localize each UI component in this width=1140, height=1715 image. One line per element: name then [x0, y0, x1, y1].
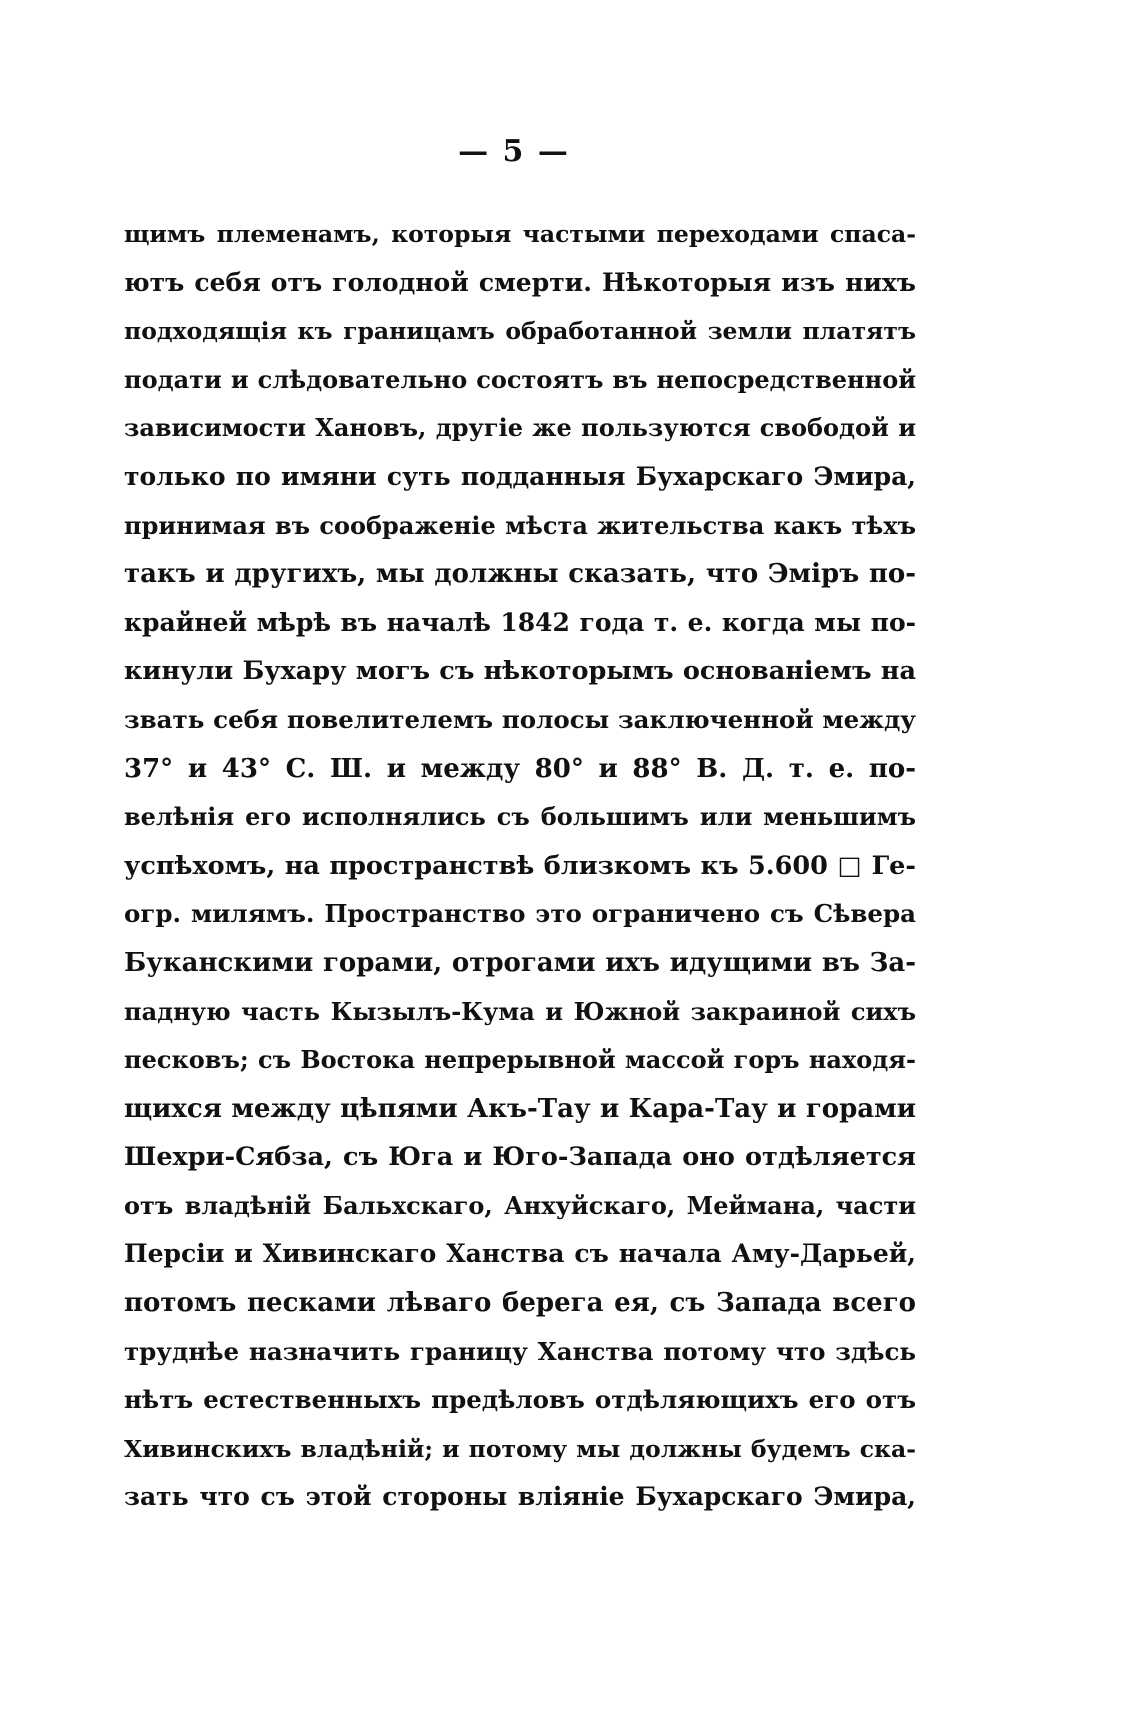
text-line: Буканскими горами, отрогами ихъ идущими въ За- [124, 947, 916, 978]
text-line: велѣнія его исполнялись съ большимъ или меньшимъ [124, 802, 916, 832]
text-line: песковъ; съ Востока непрерывной массой горъ находя- [124, 1045, 916, 1075]
text-line: звать себя повелителемъ полосы заключенной между [124, 704, 916, 734]
text-line: подходящія къ границамъ обработанной земли платятъ [124, 317, 916, 346]
text-line: нѣтъ естественныхъ предѣловъ отдѣляющихъ его отъ [124, 1385, 916, 1415]
text-line: ютъ себя отъ голодной смерти. Нѣкоторыя изъ нихъ [124, 267, 916, 297]
text-line: потомъ песками лѣваго берега ея, съ Запада всего [124, 1288, 916, 1319]
text-line: Хивинскихъ владѣній; и потому мы должны будемъ ска- [124, 1434, 916, 1463]
text-line: кинули Бухару могъ съ нѣкоторымъ основаніемъ на [124, 656, 916, 687]
text-line: подати и слѣдовательно состоятъ въ непосредственной [124, 364, 916, 394]
text-line: огр. милямъ. Пространство это ограничено съ Сѣвера [124, 899, 916, 929]
text-line: 37° и 43° С. Ш. и между 80° и 88° В. Д. т. е. по- [124, 753, 916, 784]
page-number: — 5 — [458, 134, 570, 169]
text-line: Шехри-Сябза, съ Юга и Юго-Запада оно отдѣляется [124, 1142, 916, 1173]
text-line: отъ владѣній Бальхскаго, Анхуйскаго, Меймана, части [124, 1190, 916, 1220]
text-line: такъ и другихъ, мы должны сказать, что Эміръ по- [124, 559, 916, 590]
text-line: только по имяни суть подданныя Бухарскаго Эмира, [124, 461, 916, 491]
text-line: крайней мѣрѣ въ началѣ 1842 года т. е. когда мы по- [124, 607, 916, 637]
text-line: принимая въ соображеніе мѣста жительства какъ тѣхъ [124, 510, 916, 540]
text-line: щихся между цѣпями Акъ-Тау и Кара-Тау и горами [124, 1093, 916, 1124]
text-line: Персіи и Хивинскаго Ханства съ начала Аму-Дарьей, [124, 1239, 916, 1269]
text-line: труднѣе назначить границу Ханства потому что здѣсь [124, 1336, 916, 1366]
text-line: успѣхомъ, на пространствѣ близкомъ къ 5.600 □ Ге- [124, 850, 916, 881]
text-line: зависимости Хановъ, другіе же пользуются свободой и [124, 413, 916, 443]
body-text [124, 210, 916, 1522]
text-line: зать что съ этой стороны вліяніе Бухарскаго Эмира, [124, 1482, 916, 1512]
text-line: щимъ племенамъ, которыя частыми переходами спаса- [124, 220, 916, 248]
text-line: падную часть Кызылъ-Кума и Южной закраиной сихъ [124, 996, 916, 1026]
